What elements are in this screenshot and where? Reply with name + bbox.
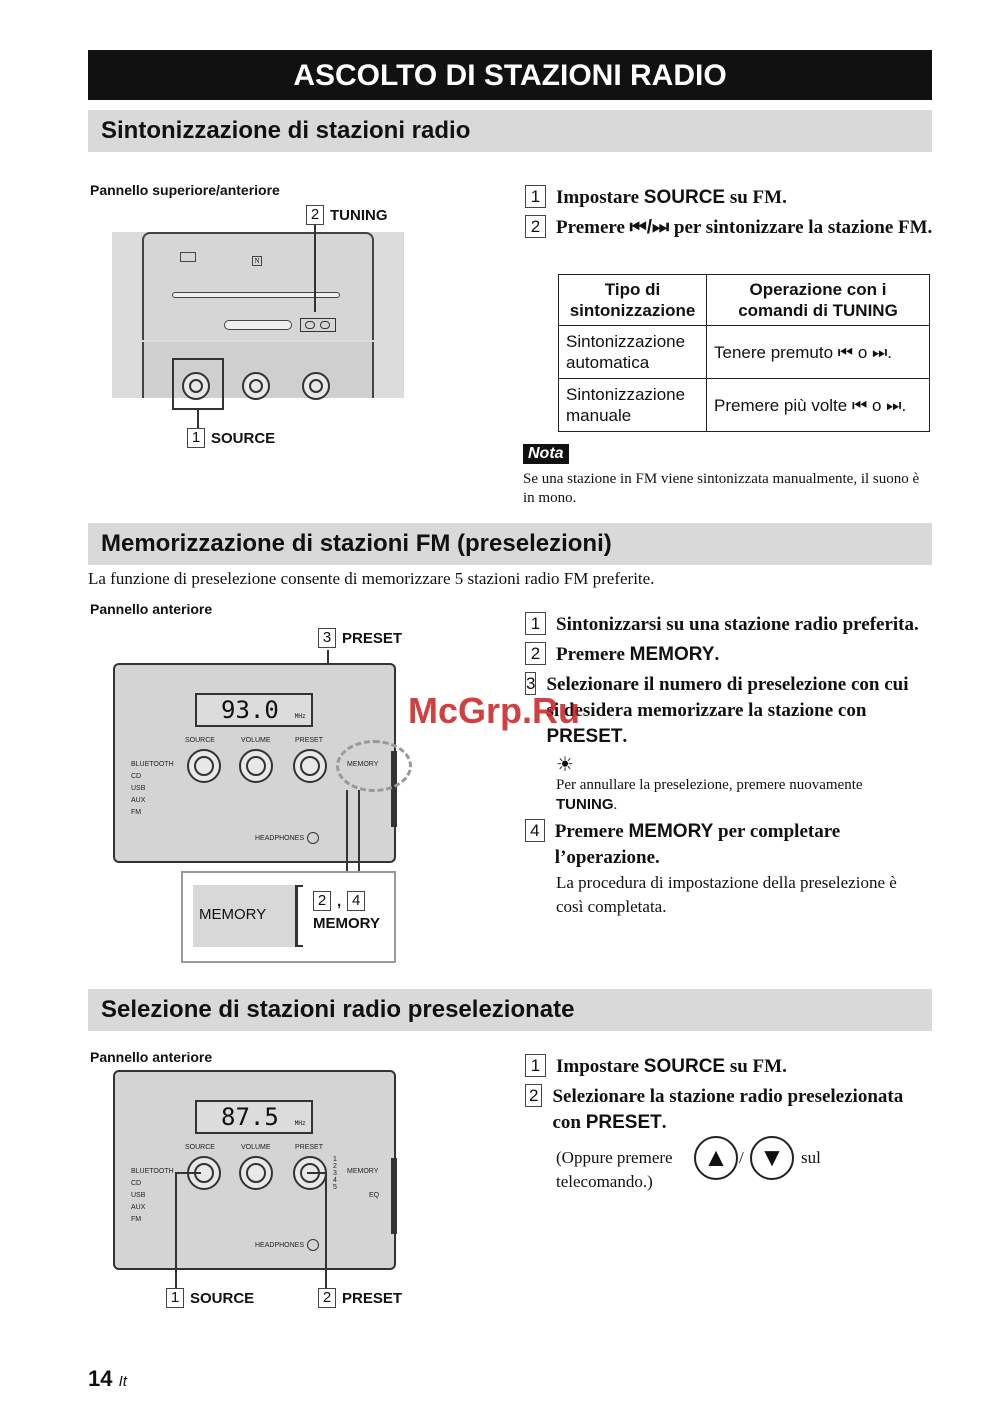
step-note: La procedura di impostazione della preselezione è così completata. bbox=[556, 873, 897, 916]
preset-item: 2 bbox=[333, 1163, 337, 1170]
label-preset: PRESET bbox=[295, 737, 324, 744]
step-text: Premere MEMORY per completare l’operazione. bbox=[554, 821, 841, 868]
watermark: McGrp.Ru bbox=[408, 690, 581, 731]
callout-memory: MEMORY bbox=[313, 915, 380, 932]
source-item: CD bbox=[131, 773, 142, 780]
callout-text: PRESET bbox=[342, 629, 403, 647]
label-volume: VOLUME bbox=[241, 1144, 271, 1151]
label-memory: MEMORY bbox=[347, 761, 379, 768]
step-item bbox=[525, 1054, 935, 1080]
step-number: 1 bbox=[525, 185, 546, 208]
nota-text: Se una stazione in FM viene sintonizzata manualmente, il suono è in mono. bbox=[523, 471, 920, 506]
source-item: BLUETOOTH bbox=[131, 1168, 174, 1175]
section-heading-select: Selezione di stazioni radio preselezionate bbox=[88, 989, 932, 1031]
preset-item: 3 bbox=[333, 1170, 337, 1177]
preset-item: 1 bbox=[333, 1156, 337, 1163]
display-frequency: 93.0 MHz bbox=[195, 693, 313, 727]
memory-zoom-label: MEMORY bbox=[199, 906, 267, 923]
preset-knob[interactable] bbox=[293, 749, 327, 783]
step-text: Impostare SOURCE su FM. bbox=[556, 187, 787, 208]
step-text: Sintonizzarsi su una stazione radio preferita. bbox=[556, 614, 919, 635]
table-row bbox=[559, 379, 930, 432]
label-eq: EQ bbox=[369, 1192, 380, 1199]
step-item bbox=[525, 819, 925, 871]
steps-select bbox=[525, 1054, 935, 1136]
volume-knob[interactable] bbox=[239, 1156, 273, 1190]
step-number: 4 bbox=[525, 819, 545, 842]
memory-zoom-box bbox=[181, 871, 396, 963]
callout-number: 2 bbox=[318, 1288, 336, 1308]
callout-text: SOURCE bbox=[190, 1289, 255, 1307]
step-number: 1 bbox=[525, 1054, 546, 1077]
callout-memory-steps: 2 , 4 bbox=[313, 891, 365, 911]
label-source: SOURCE bbox=[185, 1144, 215, 1151]
label-headphones: HEADPHONES bbox=[255, 1242, 305, 1249]
alt-text-post: sul telecomando.) bbox=[556, 1148, 821, 1191]
down-arrow-icon: ▼ bbox=[750, 1136, 794, 1180]
callout-number: 1 bbox=[187, 428, 205, 448]
table-cell: Sintonizzazione manuale bbox=[559, 379, 707, 432]
step-number: 2 bbox=[525, 215, 546, 238]
step-number: 3 bbox=[526, 674, 536, 693]
tip-icon: ☀ bbox=[556, 754, 574, 776]
alt-text-pre: (Oppure premere bbox=[556, 1148, 673, 1167]
table-cell: Premere più volte ⏮ o ⏭. bbox=[707, 379, 930, 432]
step-number: 1 bbox=[525, 612, 546, 635]
steps-tuning bbox=[525, 185, 935, 241]
step-text: Premere ⏮/⏭ per sintonizzare la stazione FM. bbox=[556, 217, 933, 238]
steps-presets bbox=[525, 612, 925, 919]
callout-source bbox=[187, 428, 275, 448]
step-item bbox=[525, 612, 925, 638]
source-item: USB bbox=[131, 785, 146, 792]
callout-tuning bbox=[306, 205, 388, 225]
source-item: CD bbox=[131, 1180, 142, 1187]
tip-block bbox=[556, 754, 925, 815]
callout-source bbox=[166, 1288, 254, 1308]
alt-separator: / bbox=[739, 1148, 744, 1167]
nota-badge: Nota bbox=[523, 444, 569, 464]
step-item bbox=[525, 185, 935, 211]
panel-label: Pannello anteriore bbox=[90, 601, 213, 617]
volume-knob[interactable] bbox=[239, 749, 273, 783]
device-illustration-top: N bbox=[112, 232, 404, 398]
up-arrow-icon: ▲ bbox=[694, 1136, 738, 1180]
label-headphones: HEADPHONES bbox=[255, 835, 305, 842]
label-memory: MEMORY bbox=[347, 1168, 379, 1175]
source-item: FM bbox=[131, 1216, 142, 1223]
label-source: SOURCE bbox=[185, 737, 215, 744]
source-item: USB bbox=[131, 1192, 146, 1199]
preset-item: 4 bbox=[333, 1177, 337, 1184]
source-item: FM bbox=[131, 809, 142, 816]
display-frequency: 87.5 MHz bbox=[195, 1100, 313, 1134]
step-number: 2 bbox=[525, 642, 546, 665]
callout-preset bbox=[318, 628, 402, 648]
tuning-table bbox=[558, 274, 930, 432]
callout-text: SOURCE bbox=[211, 429, 276, 447]
preset-item: 5 bbox=[333, 1184, 337, 1191]
page-number: 14 It bbox=[88, 1366, 127, 1391]
memory-highlight bbox=[336, 740, 412, 792]
page-title: ASCOLTO DI STAZIONI RADIO bbox=[88, 50, 932, 100]
section-heading-tuning: Sintonizzazione di stazioni radio bbox=[88, 110, 932, 152]
source-item: AUX bbox=[131, 1204, 146, 1211]
step-text: Impostare SOURCE su FM. bbox=[556, 1056, 787, 1077]
headphones-jack-icon bbox=[307, 1239, 319, 1251]
section-heading-presets: Memorizzazione di stazioni FM (preselezioni) bbox=[88, 523, 932, 565]
callout-preset bbox=[318, 1288, 402, 1308]
table-header: Tipo di sintonizzazione bbox=[559, 275, 707, 326]
headphones-jack-icon bbox=[307, 832, 319, 844]
callout-text: TUNING bbox=[330, 206, 388, 224]
source-knob[interactable] bbox=[187, 749, 221, 783]
source-item: BLUETOOTH bbox=[131, 761, 174, 768]
step-text: Selezionare la stazione radio preselezionata con PRESET. bbox=[552, 1086, 904, 1133]
label-volume: VOLUME bbox=[241, 737, 271, 744]
callout-text: PRESET bbox=[342, 1289, 403, 1307]
step-text: Selezionare il numero di preselezione con cui si desidera memorizzare la stazione con PRESET. bbox=[546, 674, 909, 747]
panel-label: Pannello superiore/anteriore bbox=[90, 182, 280, 198]
step-item bbox=[525, 642, 925, 668]
callout-number: 1 bbox=[166, 1288, 184, 1308]
callout-number: 2 bbox=[306, 205, 324, 225]
device-front-panel bbox=[113, 1070, 396, 1270]
table-cell: Sintonizzazione automatica bbox=[559, 326, 707, 379]
panel-label: Pannello anteriore bbox=[90, 1049, 213, 1065]
step-text: Premere MEMORY. bbox=[556, 644, 720, 665]
label-preset: PRESET bbox=[295, 1144, 324, 1151]
step-item bbox=[525, 1084, 935, 1136]
table-cell: Tenere premuto ⏮ o ⏭. bbox=[707, 326, 930, 379]
step-item bbox=[525, 215, 935, 241]
tip-text: Per annullare la preselezione, premere nuovamente TUNING. bbox=[556, 777, 863, 813]
source-item: AUX bbox=[131, 797, 146, 804]
table-row bbox=[559, 326, 930, 379]
step-number: 2 bbox=[525, 1084, 542, 1107]
step-item bbox=[525, 672, 925, 750]
callout-number: 3 bbox=[318, 628, 336, 648]
section-intro: La funzione di preselezione consente di memorizzare 5 stazioni radio FM preferite. bbox=[88, 569, 655, 588]
table-header: Operazione con i comandi di TUNING bbox=[707, 275, 930, 326]
